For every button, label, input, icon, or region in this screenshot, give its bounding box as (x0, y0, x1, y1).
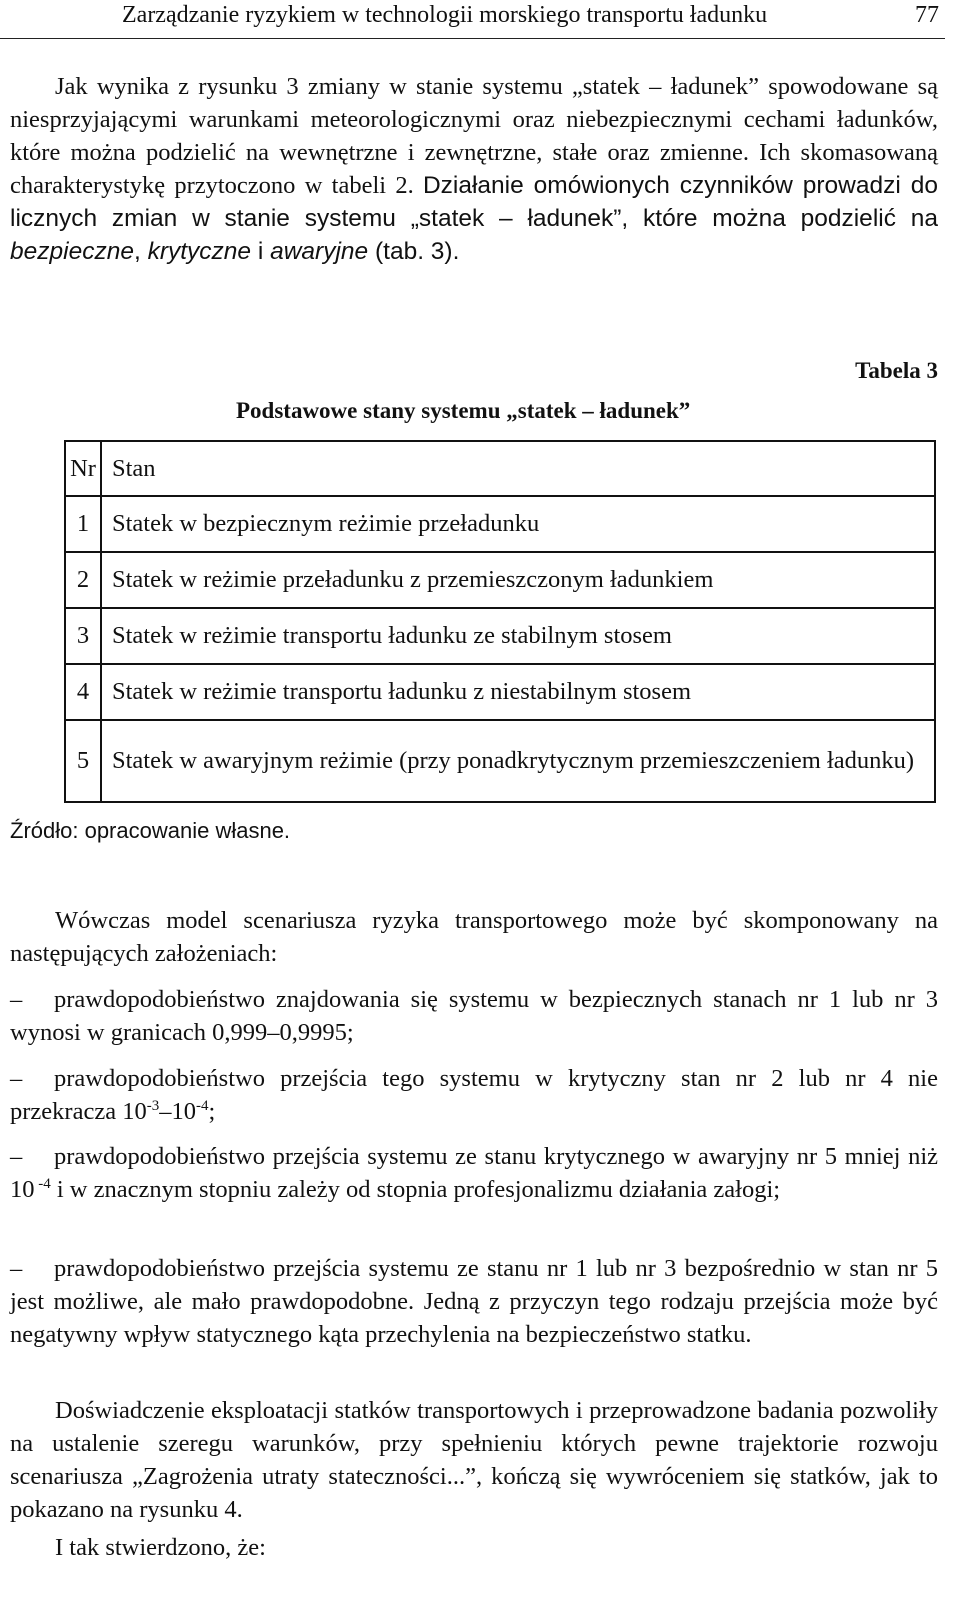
table-row (65, 552, 935, 608)
table-header-row (65, 441, 935, 496)
header-title: Zarządzanie ryzykiem w technologii morskiego transportu ładunku (122, 2, 768, 28)
scenario-intro: Wówczas model scenariusza ryzyka transportowego może być skomponowany na następujących założeniach: (10, 907, 938, 967)
table-row (65, 496, 935, 552)
row-stan: Statek w bezpiecznym reżimie przeładunku (101, 496, 935, 552)
intro-sep-1: , (133, 238, 148, 265)
states-table (64, 440, 936, 803)
row-stan: Statek w reżimie transportu ładunku ze stabilnym stosem (101, 608, 935, 664)
intro-text-a: Jak wynika z rysunku 3 zmiany w stanie systemu „statek – ładunek” spowodowane są niesprzyjającymi warunkami meteorologicznymi oraz niebezpiecznymi cechami ładunków, które można podzielić na wewnętrzne i zewnętrzne, stałe oraz zmienne. Ich skomasowaną charakterystykę przytoczono w tabeli 2. (10, 73, 938, 199)
header-stan: Stan (101, 441, 935, 496)
dash-bullet: – (10, 986, 23, 1013)
exponent: -3 (146, 1097, 160, 1114)
dash-bullet: – (10, 1065, 23, 1092)
row-stan: Statek w awaryjnym reżimie (przy ponadkrytycznym przemieszczeniem ładunku) (101, 720, 935, 802)
row-nr: 5 (65, 720, 101, 802)
intro-em-awaryjne: awaryjne (270, 238, 369, 265)
exponent: -4 (34, 1175, 51, 1192)
row-nr: 1 (65, 496, 101, 552)
intro-paragraph (10, 70, 938, 268)
list-item-text: ; (208, 1098, 216, 1125)
list-item-text: –10 (159, 1098, 196, 1125)
row-nr: 3 (65, 608, 101, 664)
intro-sep-2: i (251, 238, 271, 265)
row-nr: 4 (65, 664, 101, 720)
table-row (65, 608, 935, 664)
row-nr: 2 (65, 552, 101, 608)
intro-em-krytyczne: krytyczne (147, 238, 252, 265)
header-nr: Nr (65, 441, 101, 496)
exponent: -4 (195, 1097, 209, 1114)
list-item-text: prawdopodobieństwo przejścia tego systemu w krytyczny stan nr 2 lub nr 4 nie przekracza 10 (10, 1065, 938, 1125)
table-label: Tabela 3 (855, 358, 938, 383)
table-caption: Podstawowe stany systemu „statek – ładunek” (236, 398, 691, 423)
table-source: Źródło: opracowanie własne. (10, 818, 291, 843)
list-item-text: prawdopodobieństwo przejścia systemu ze stanu nr 1 lub nr 3 bezpośrednio w stan nr 5 jest możliwe, ale mało prawdopodobne. Jedną z przyczyn tego rodzaju przejścia może być negatywny wpływ statycznego kąta przechylenia na bezpieczeństwo statku. (10, 1255, 938, 1348)
dash-bullet: – (10, 1143, 23, 1170)
list-item-text: prawdopodobieństwo przejścia systemu ze stanu krytycznego w awaryjny nr 5 mniej niż 10 (10, 1143, 938, 1203)
experience-paragraph: Doświadczenie eksploatacji statków transportowych i przeprowadzone badania pozwoliły na ustalenie szeregu warunków, przy spełnieniu których pewne trajektorie rozwoju scenariusza „Zagrożenia utraty stateczności...”, kończą się wywróceniem się statków, jak to pokazano na rysunku 4. (10, 1397, 938, 1523)
intro-text-b: Działanie omówionych czynników prowadzi do licznych zmian w stanie systemu „statek – ładunek”, które można podzielić na (10, 172, 938, 232)
table-row (65, 664, 935, 720)
conclusion-line: I tak stwierdzono, że: (55, 1534, 266, 1561)
list-item (10, 1140, 938, 1206)
list-item (10, 1252, 938, 1351)
intro-tail: (tab. 3). (368, 238, 460, 265)
table-row (65, 720, 935, 802)
dash-bullet: – (10, 1255, 23, 1282)
list-item (10, 983, 938, 1049)
row-stan: Statek w reżimie przeładunku z przemieszczonym ładunkiem (101, 552, 935, 608)
list-item (10, 1062, 938, 1128)
intro-em-bezpieczne: bezpieczne (10, 238, 134, 265)
row-stan: Statek w reżimie transportu ładunku z niestabilnym stosem (101, 664, 935, 720)
running-header (0, 0, 945, 39)
page-number: 77 (915, 2, 939, 28)
list-item-text: i w znacznym stopniu zależy od stopnia profesjonalizmu działania załogi; (50, 1176, 781, 1203)
list-item-text: prawdopodobieństwo znajdowania się systemu w bezpiecznych stanach nr 1 lub nr 3 wynosi w granicach 0,999–0,9995; (10, 986, 938, 1046)
